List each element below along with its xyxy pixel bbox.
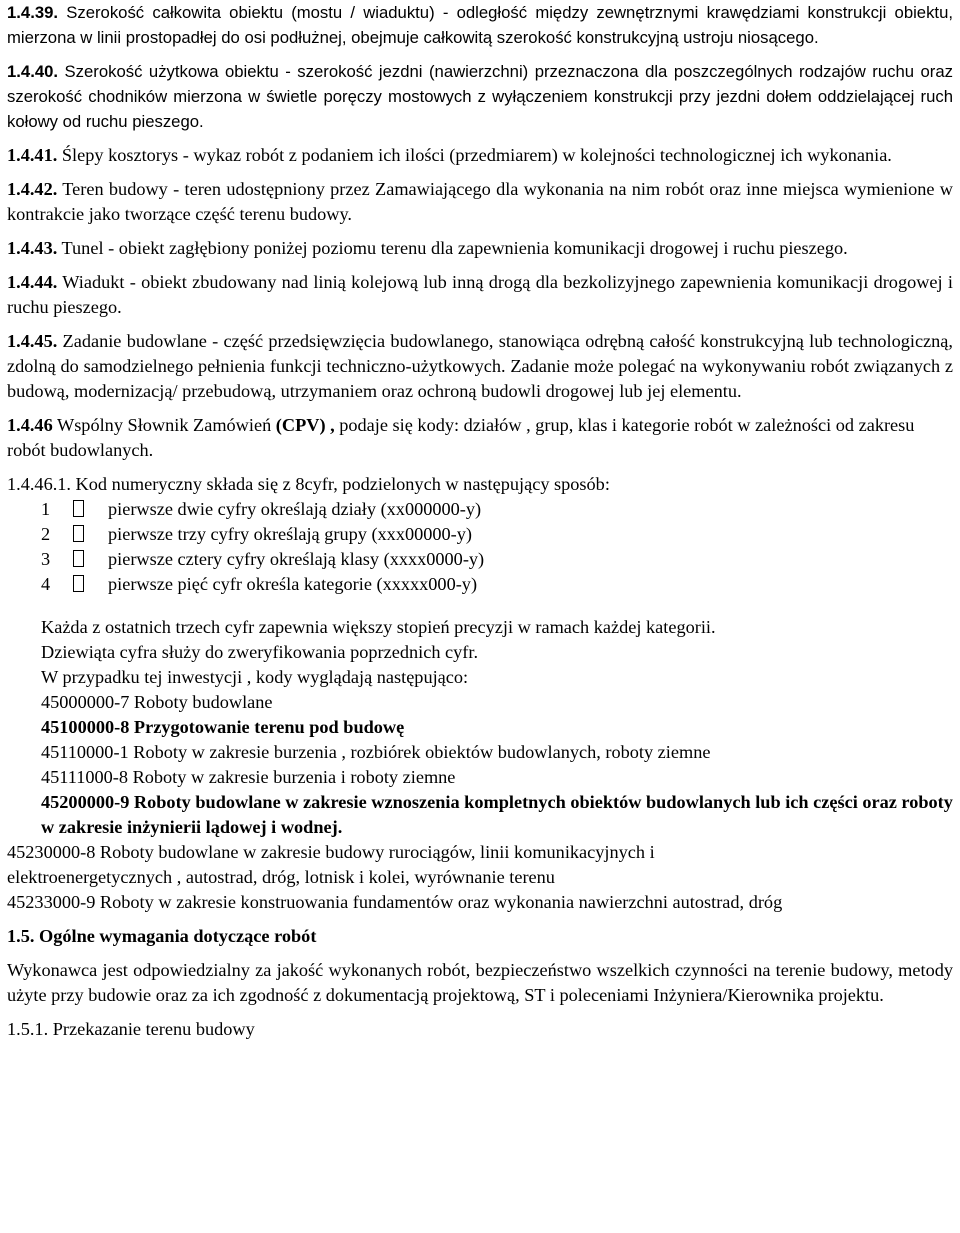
definition-text: Tunel - obiekt zagłębiony poniżej poziomu terenu dla zapewnienia komunikacji drogowej i ruchu pieszego. — [57, 238, 848, 258]
cpv-code-line: 45000000-7 Roboty budowlane — [41, 692, 273, 712]
note-line: Każda z ostatnich trzech cyfr zapewnia większy stopień precyzji w ramach każdej kategorii. — [41, 617, 716, 637]
definition-text: Szerokość całkowita obiektu (mostu / wiaduktu) - odległość między zewnętrznymi krawędziami konstrukcji obiektu, mierzona w linii prostopadłej do osi podłużnej, obejmuje całkowitą szerokość konstrukcyjną ustroju niosącego. — [7, 3, 953, 47]
definition-text: Zadanie budowlane - część przedsięwzięcia budowlanego, stanowiąca odrębną całość konstrukcyjną lub technologiczną, zdolną do samodzielnego pełnienia funkcji techniczno-użytkowych. Zadanie może polegać na wykonywaniu robót związanych z budową, modernizacją/ przebudową, utrzymaniem oraz ochroną budowli drogowej lub jej elementu. — [7, 331, 953, 401]
cpv-code-line: 45230000-8 Roboty budowlane w zakresie budowy rurociągów, linii komunikacyjnych i elektroenergetycznych , autostrad, dróg, lotnisk i kolei, wyrównanie terenu — [7, 842, 655, 887]
list-item-text: pierwsze trzy cyfry określają grupy (xxx00000-y) — [108, 524, 472, 544]
section-number: 1.5. — [7, 926, 35, 946]
subsection-title: Przekazanie terenu budowy — [52, 1019, 255, 1039]
list-item-text: pierwsze pięć cyfr określa kategorie (xxxxx000-y) — [108, 574, 478, 594]
section-body: Wykonawca jest odpowiedzialny za jakość wykonanych robót, bezpieczeństwo wszelkich czynności na terenie budowy, metody użyte przy budowie oraz za ich zgodność z dokumentacją projektową, ST i poleceniami Inżyniera/Kierownika projektu. — [7, 960, 953, 1005]
definition-number: 1.4.42. — [7, 179, 58, 199]
cpv-code-line: 45100000-8 Przygotowanie terenu pod budowę — [41, 717, 405, 737]
definition-number: 1.4.46 — [7, 415, 53, 435]
list-item — [7, 547, 953, 572]
subsection-number: 1.5.1. — [7, 1019, 49, 1039]
list-item-number: 3 — [41, 549, 51, 569]
missing-glyph-icon — [73, 572, 108, 597]
definition-text: Teren budowy - teren udostępniony przez Zamawiającego dla wykonania na nim robót oraz inne miejsca wymienione w kontrakcie jako tworzące część terenu budowy. — [7, 179, 953, 224]
definition-text: Szerokość użytkowa obiektu - szerokość jezdni (nawierzchni) przeznaczona dla poszczególnych rodzajów ruchu oraz szerokość chodników mierzona w świetle poręczy mostowych z wyłączeniem konstrukcji przy jezdni dołem oddzielającej ruch kołowy od ruchu pieszego. — [7, 62, 953, 131]
missing-glyph-icon — [73, 497, 108, 522]
cpv-text-post: podaje się kody: działów , grup, klas i kategorie robót w zależności od zakresu robót budowlanych. — [7, 415, 915, 460]
definition-text: Wiadukt - obiekt zbudowany nad linią kolejową lub inną drogą dla bezkolizyjnego zapewnienia komunikacji drogowej i ruchu pieszego. — [7, 272, 953, 317]
missing-glyph-icon — [73, 522, 108, 547]
note-line: W przypadku tej inwestycji , kody wyglądają następująco: — [41, 667, 469, 687]
list-item — [7, 572, 953, 597]
definition-text: Ślepy kosztorys - wykaz robót z podaniem ich ilości (przedmiarem) w kolejności technologicznej ich wykonania. — [57, 145, 892, 165]
list-item-number: 1 — [41, 499, 51, 519]
code-structure-list — [7, 497, 953, 597]
definition-number: 1.4.39. — [7, 3, 59, 22]
definition-1-4-44 — [7, 270, 953, 320]
cpv-code-line: 45233000-9 Roboty w zakresie konstruowania fundamentów oraz wykonania nawierzchni autostrad, dróg — [7, 892, 783, 912]
definition-number: 1.4.40. — [7, 62, 59, 81]
cpv-definition — [7, 413, 953, 463]
definition-1-4-43 — [7, 236, 953, 261]
cpv-text-pre: Wspólny Słownik Zamówień — [52, 415, 276, 435]
list-item-text: pierwsze cztery cyfry określają klasy (xxxx0000-y) — [108, 549, 485, 569]
code-structure-intro: 1.4.46.1. Kod numeryczny składa się z 8cyfr, podzielonych w następujący sposób: — [7, 474, 610, 494]
definition-1-4-41 — [7, 143, 953, 168]
definition-number: 1.4.44. — [7, 272, 58, 292]
missing-glyph-icon — [73, 547, 108, 572]
list-item — [7, 522, 953, 547]
cpv-code-line: 45200000-9 Roboty budowlane w zakresie wznoszenia kompletnych obiektów budowlanych lub ich części oraz roboty w zakresie inżynierii lądowej i wodnej. — [41, 792, 953, 837]
definition-1-4-39 — [7, 0, 953, 50]
list-item-number: 2 — [41, 524, 51, 544]
section-title: Ogólne wymagania dotyczące robót — [39, 926, 317, 946]
definition-1-4-45 — [7, 329, 953, 404]
note-line: Dziewiąta cyfra służy do zweryfikowania poprzednich cyfr. — [41, 642, 479, 662]
definition-number: 1.4.43. — [7, 238, 58, 258]
definition-number: 1.4.41. — [7, 145, 58, 165]
definition-1-4-42 — [7, 177, 953, 227]
cpv-code-line: 45110000-1 Roboty w zakresie burzenia , rozbiórek obiektów budowlanych, roboty ziemne — [41, 742, 711, 762]
section-heading — [7, 924, 953, 949]
notes-block — [7, 615, 953, 840]
definition-number: 1.4.45. — [7, 331, 58, 351]
subsection-heading — [7, 1017, 953, 1042]
list-item-number: 4 — [41, 574, 51, 594]
cpv-acronym: (CPV) , — [275, 415, 335, 435]
cpv-code-line: 45111000-8 Roboty w zakresie burzenia i roboty ziemne — [41, 767, 456, 787]
list-item-text: pierwsze dwie cyfry określają działy (xx000000-y) — [108, 499, 482, 519]
list-item — [7, 497, 953, 522]
definition-1-4-40 — [7, 59, 953, 134]
